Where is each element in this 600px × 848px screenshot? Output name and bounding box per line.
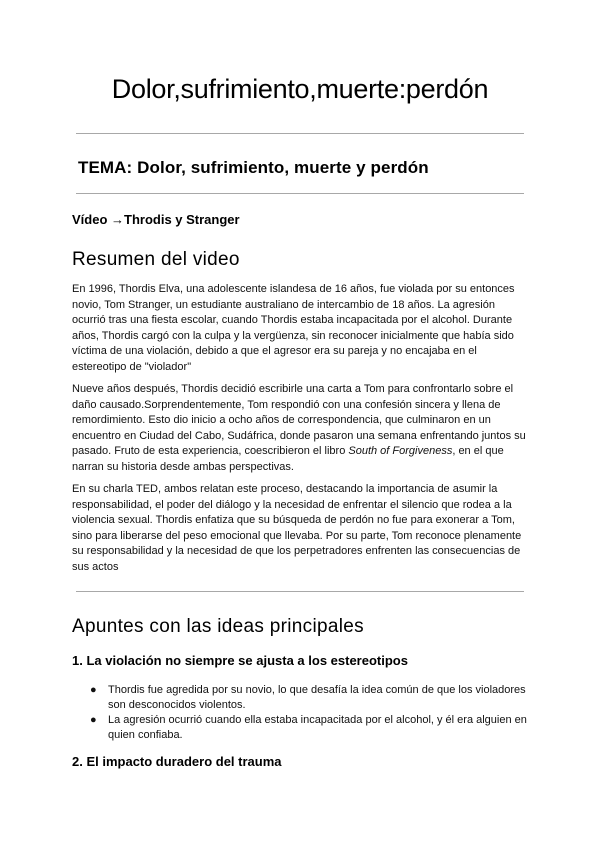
summary-paragraph-3: En su charla TED, ambos relatan este proceso, destacando la importancia de asumir la responsabilidad, el poder del diálogo y la necesidad de enfrentar el silencio que rodea a la violencia sexual. Thordis enfatiza que su búsqueda de perdón no fue para exonerar a Tom, sino para liberarse del peso emocional que llevaba. Por su parte, Tom reconoce plenamente su responsabilidad y la necesidad de que los perpetradores enfrenten las consecuencias de sus actos — [72, 483, 522, 573]
summary-paragraph-2 — [72, 382, 528, 475]
summary-paragraph-1: En 1996, Thordis Elva, una adolescente islandesa de 16 años, fue violada por su entonces novio, Tom Stranger, un estudiante australiano de intercambio de 18 años. La agresión ocurrió tras una fiesta escolar, cuando Thordis estaba incapacitada por el alcohol. Durante años, Thordis cargó con la culpa y la vergüenza, sin reconocer inicialmente que había sido víctima de una violación, debido a que el agresor era su pareja y no encajaba en el estereotipo de "violador" — [72, 283, 515, 373]
section-2-heading: 2. El impacto duradero del trauma — [72, 754, 282, 769]
summary-paragraph-2-end: , en el que narran su historia desde ambas perspectivas. — [72, 445, 504, 473]
list-item — [90, 683, 530, 713]
section-1-bullet-list — [90, 683, 530, 743]
document-title: Dolor,sufrimiento,muerte:perdón — [111, 74, 489, 104]
resumen-heading: Resumen del video — [72, 249, 240, 270]
list-item-text: Thordis fue agredida por su novio, lo que desafía la idea común de que los violadores son desconocidos violentos. — [108, 684, 526, 711]
book-title: South of Forgiveness — [348, 445, 453, 457]
bullet-icon: ● — [90, 714, 97, 726]
tema-heading: TEMA: Dolor, sufrimiento, muerte y perdón — [78, 158, 429, 177]
horizontal-divider — [76, 193, 524, 194]
section-1-heading: 1. La violación no siempre se ajusta a los estereotipos — [72, 653, 408, 668]
bullet-icon: ● — [90, 684, 97, 696]
horizontal-divider — [76, 591, 524, 592]
summary-paragraph-2-text: Nueve años después, Thordis decidió escribirle una carta a Tom para confrontarlo sobre el daño causado.Sorprendentemente, Tom respondió con una confesión sincera y llena de remordimiento. Esto dio inicio a ocho años de correspondencia, que culminaron en un encuentro en Ciudad del Cabo, Sudáfrica, donde pasaron una semana enfrentando juntos su pasado. Fruto de esta experiencia, coescribieron el libro — [72, 383, 526, 457]
video-reference: Vídeo →Throdis y Stranger — [72, 212, 240, 227]
apuntes-heading: Apuntes con las ideas principales — [72, 616, 364, 637]
horizontal-divider — [76, 133, 524, 134]
list-item-text: La agresión ocurrió cuando ella estaba incapacitada por el alcohol, y él era alguien en quien confiaba. — [108, 714, 527, 741]
list-item — [90, 713, 530, 743]
